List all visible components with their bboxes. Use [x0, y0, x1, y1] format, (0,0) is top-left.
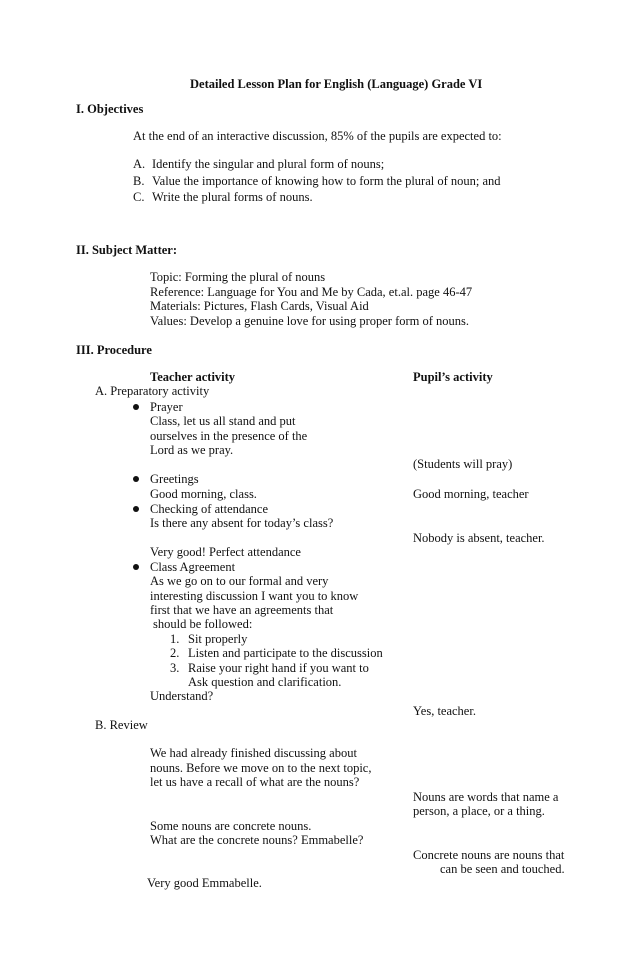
bullet-icon [133, 404, 139, 410]
agreement-line: As we go on to our formal and very [150, 574, 329, 588]
prayer-line: Class, let us all stand and put [150, 414, 296, 428]
attendance-pupil-response: Nobody is absent, teacher. [413, 531, 545, 545]
review-pupil-response: Nouns are words that name a [413, 790, 559, 804]
subject-values: Values: Develop a genuine love for using proper form of nouns. [150, 314, 470, 328]
procedure-heading: III. Procedure [76, 343, 152, 357]
objective-letter-a: A. [133, 157, 146, 171]
review-pupil-response: person, a place, or a thing. [413, 804, 545, 818]
concrete-pupil-response: Concrete nouns are nouns that [413, 848, 565, 862]
subject-matter-heading: II. Subject Matter: [76, 243, 178, 257]
concrete-nouns-line: What are the concrete nouns? Emmabelle? [150, 833, 364, 847]
prayer-title: Prayer [150, 400, 183, 414]
bullet-icon [133, 564, 139, 570]
greetings-title: Greetings [150, 472, 199, 486]
agreement-line: interesting discussion I want you to know [150, 589, 359, 603]
review-line: nouns. Before we move on to the next topic, [150, 761, 372, 775]
agreement-line: first that we have an agreements that [150, 603, 334, 617]
agreement-understand: Understand? [150, 689, 214, 703]
agreement-pupil-response: Yes, teacher. [413, 704, 476, 718]
rule-text: Sit properly [188, 632, 248, 646]
bullet-icon [133, 476, 139, 482]
bullet-icon [133, 506, 139, 512]
objective-letter-c: C. [133, 190, 145, 204]
concrete-nouns-line: Some nouns are concrete nouns. [150, 819, 312, 833]
objective-item-b: Value the importance of knowing how to form the plural of noun; and [152, 174, 501, 188]
subject-materials: Materials: Pictures, Flash Cards, Visual Aid [150, 299, 369, 313]
prayer-pupil-response: (Students will pray) [413, 457, 513, 471]
objective-item-c: Write the plural forms of nouns. [152, 190, 313, 204]
rule-number: 1. [170, 632, 180, 646]
review-label: B. Review [95, 718, 148, 732]
attendance-title: Checking of attendance [150, 502, 269, 516]
objective-item-a: Identify the singular and plural form of nouns; [152, 157, 385, 171]
subject-reference: Reference: Language for You and Me by Cada, et.al. page 46-47 [150, 285, 473, 299]
concrete-pupil-response: can be seen and touched. [440, 862, 565, 876]
preparatory-activity-label: A. Preparatory activity [95, 384, 210, 398]
objectives-heading: I. Objectives [76, 102, 144, 116]
attendance-followup: Very good! Perfect attendance [150, 545, 301, 559]
rule-text-continued: Ask question and clarification. [188, 675, 342, 689]
objective-letter-b: B. [133, 174, 145, 188]
review-closing: Very good Emmabelle. [147, 876, 262, 890]
rule-number: 2. [170, 646, 180, 660]
document-title: Detailed Lesson Plan for English (Language) Grade VI [190, 77, 483, 91]
review-line: let us have a recall of what are the nouns? [150, 775, 360, 789]
greetings-line: Good morning, class. [150, 487, 257, 501]
agreement-line: should be followed: [153, 617, 253, 631]
objectives-intro: At the end of an interactive discussion, 85% of the pupils are expected to: [133, 129, 502, 143]
prayer-line: ourselves in the presence of the [150, 429, 308, 443]
prayer-line: Lord as we pray. [150, 443, 234, 457]
rule-number: 3. [170, 661, 180, 675]
teacher-activity-header: Teacher activity [150, 370, 236, 384]
rule-text: Listen and participate to the discussion [188, 646, 383, 660]
review-line: We had already finished discussing about [150, 746, 357, 760]
greetings-pupil-response: Good morning, teacher [413, 487, 529, 501]
attendance-line: Is there any absent for today’s class? [150, 516, 334, 530]
rule-text: Raise your right hand if you want to [188, 661, 369, 675]
agreement-title: Class Agreement [150, 560, 236, 574]
subject-topic: Topic: Forming the plural of nouns [150, 270, 326, 284]
pupil-activity-header: Pupil’s activity [413, 370, 493, 384]
